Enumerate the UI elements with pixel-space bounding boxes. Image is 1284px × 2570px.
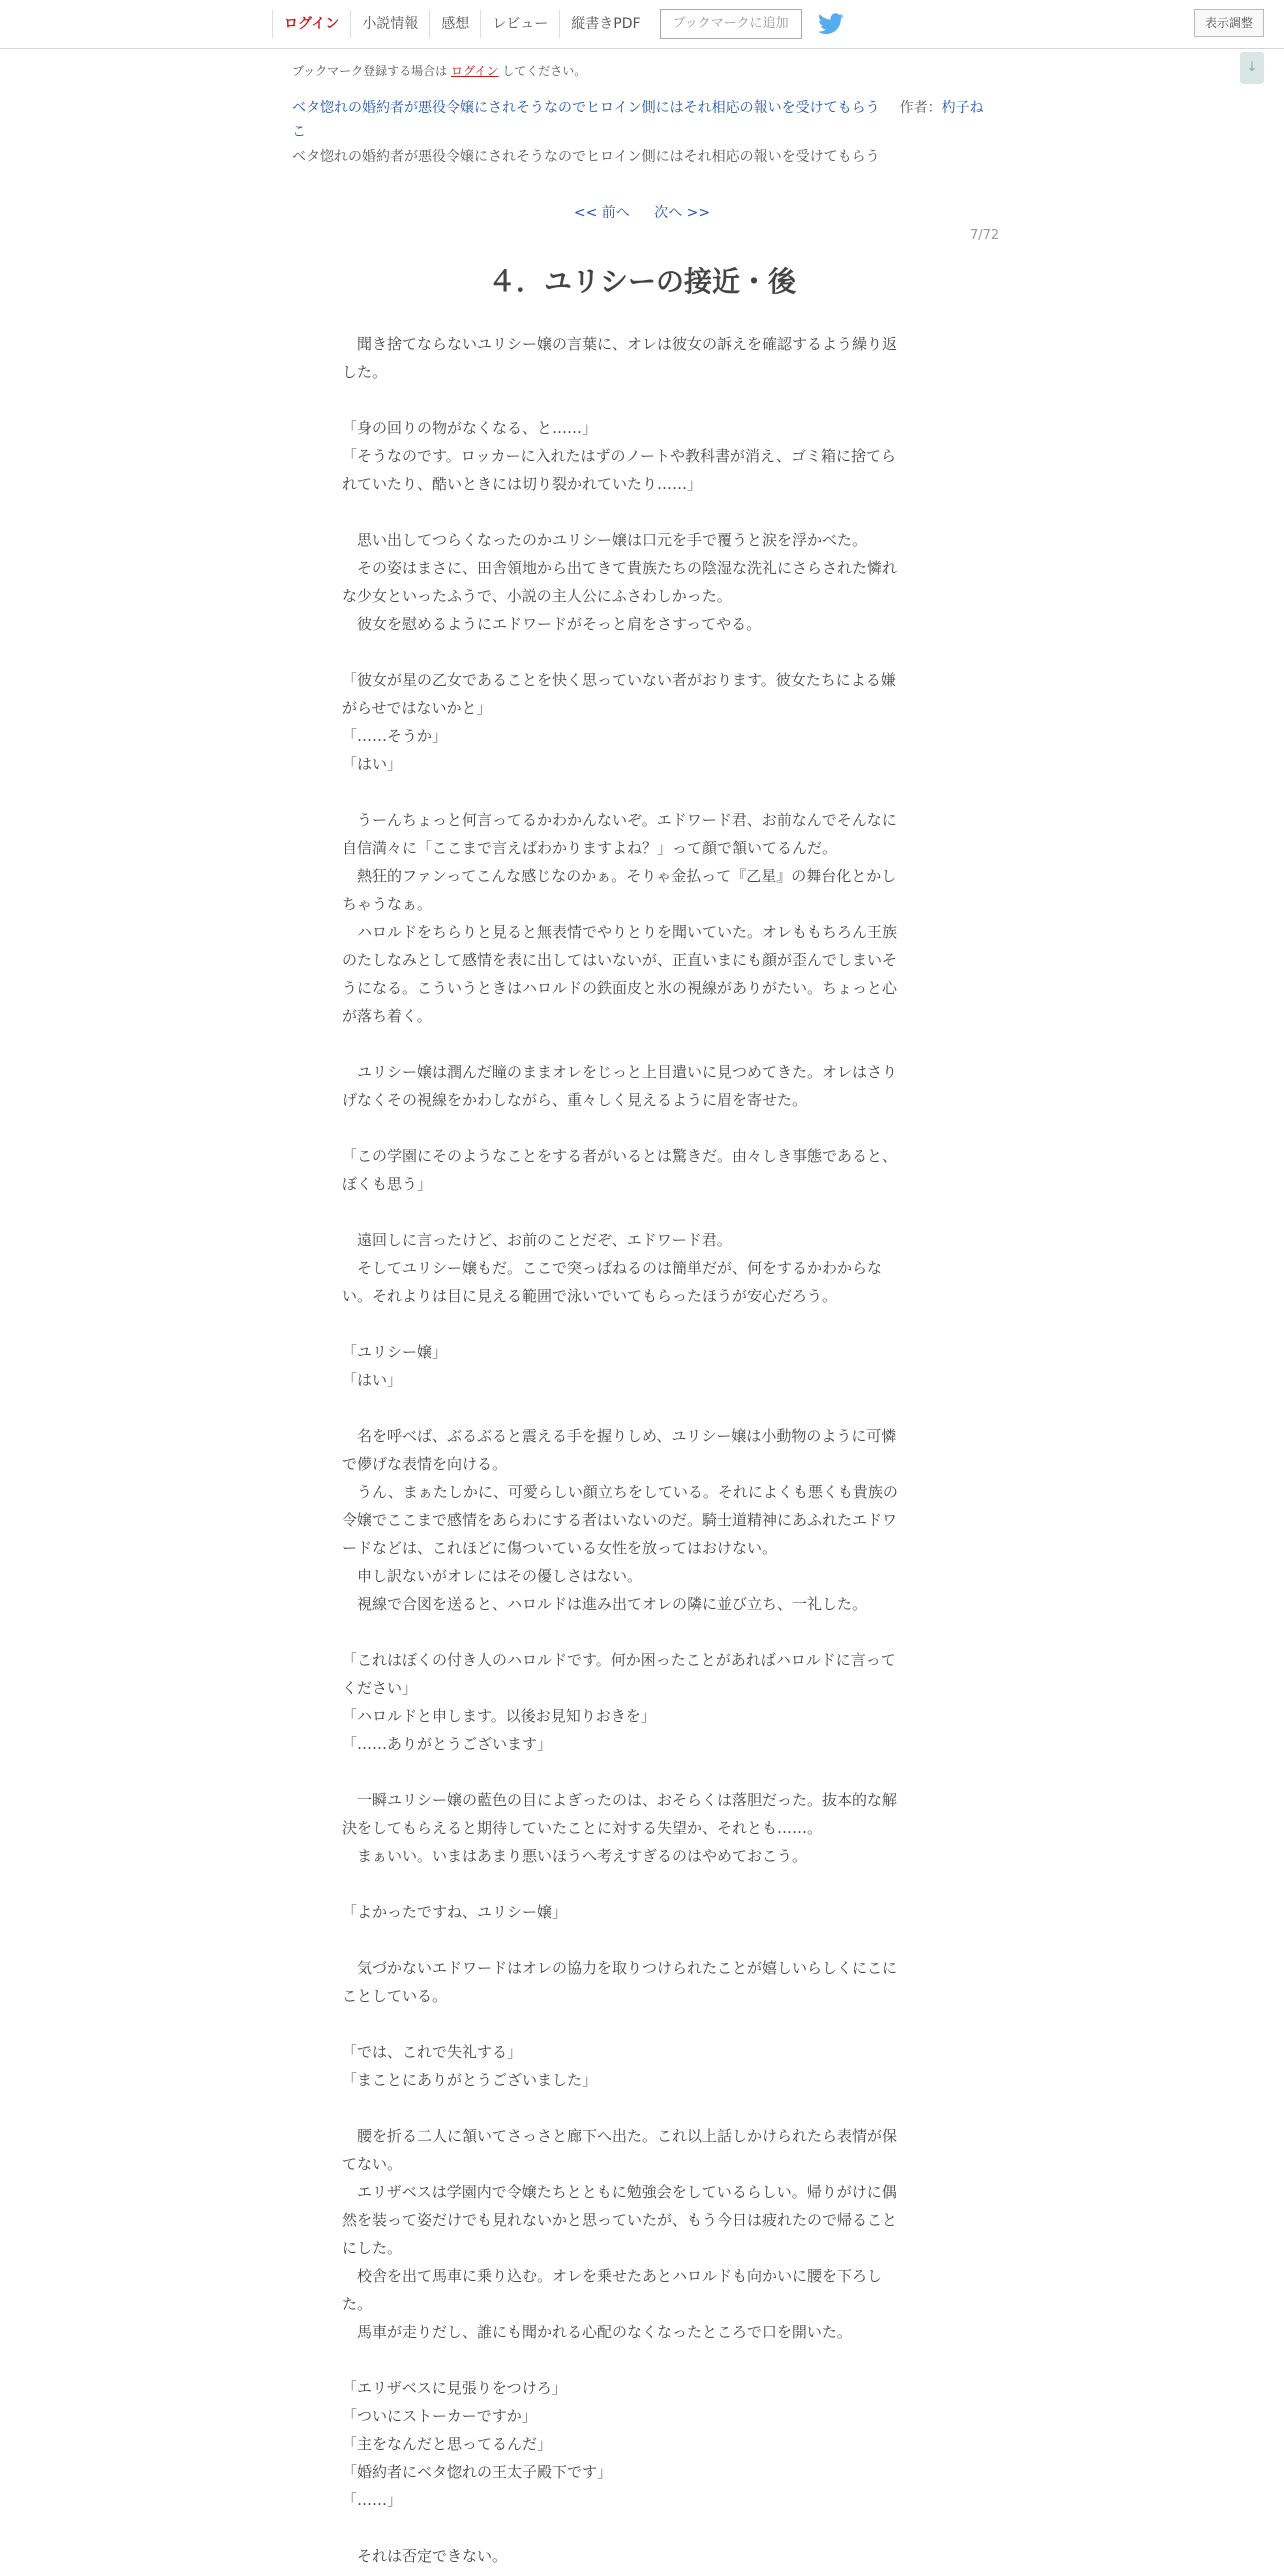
body-line: 申し訳ないがオレにはその優しさはない。 xyxy=(342,1567,643,1585)
body-line: 彼女を慰めるようにエドワードがそっと肩をさすってやる。 xyxy=(342,615,762,633)
body-line: 「……そうか」 xyxy=(342,727,448,745)
bookmark-login-note xyxy=(292,62,586,79)
blank-line xyxy=(342,1310,936,1338)
nav-review-link[interactable]: レビュー xyxy=(480,10,559,38)
series-title-link[interactable]: ベタ惚れの婚約者が悪役令嬢にされそうなのでヒロイン側にはそれ相応の報いを受けてもらう xyxy=(292,100,880,116)
series-subtitle: ベタ惚れの婚約者が悪役令嬢にされそうなのでヒロイン側にはそれ相応の報いを受けてもらう xyxy=(292,149,880,165)
body-line: 「……ありがとうございます」 xyxy=(342,1735,553,1753)
body-line: 校舎を出て馬車に乗り込む。オレを乗せたあとハロルドも向かいに腰を下ろし xyxy=(342,2267,883,2285)
body-line: 熱狂的ファンってこんな感じなのかぁ。そりゃ金払って『乙星』の舞台化とかし xyxy=(342,867,897,885)
blank-line xyxy=(342,1870,936,1898)
body-line: 決をしてもらえると期待していたことに対する失望か、それとも……。 xyxy=(342,1819,823,1837)
bookmark-note-login-link[interactable]: ログイン xyxy=(451,64,499,78)
chapter-page-count: 7/72 xyxy=(970,228,1000,243)
body-line: 「ついにストーカーですか」 xyxy=(342,2407,537,2425)
body-line: げなくその視線をかわしながら、重々しく見えるように眉を寄せた。 xyxy=(342,1091,808,1109)
body-line: 「よかったですね、ユリシー嬢」 xyxy=(342,1903,568,1921)
body-line: エリザベスは学園内で令嬢たちとともに勉強会をしているらしい。帰りがけに偶 xyxy=(342,2183,897,2201)
body-line: ユリシー嬢は潤んだ瞳のままオレをじっと上目遣いに見つめてきた。オレはさり xyxy=(342,1063,898,1081)
body-line: な少女といったふうで、小説の主人公にふさわしかった。 xyxy=(342,587,732,605)
blank-line xyxy=(342,1030,936,1058)
blank-line xyxy=(342,1758,936,1786)
main-nav xyxy=(272,10,846,38)
body-line: 聞き捨てならないユリシー嬢の言葉に、オレは彼女の訴えを確認するよう繰り返 xyxy=(342,335,898,353)
body-line: がらせではないかと」 xyxy=(342,699,492,717)
chapter-pager xyxy=(0,202,1284,222)
body-line: した。 xyxy=(342,363,388,381)
body-line: 「はい」 xyxy=(342,1371,403,1389)
body-line: ぼくも思う」 xyxy=(342,1175,433,1193)
body-line: うになる。こういうときはハロルドの鉄面皮と氷の視線がありがたい。ちょっと心 xyxy=(342,979,898,997)
blank-line xyxy=(342,1618,936,1646)
body-line: で儚げな表情を向ける。 xyxy=(342,1455,508,1473)
series-title-row xyxy=(292,96,992,144)
body-line: 「ハロルドと申します。以後お見知りおきを」 xyxy=(342,1707,656,1725)
body-line: れていたり、酷いときには切り裂かれていたり……」 xyxy=(342,475,703,493)
chapter-title: ４．ユリシーの接近・後 xyxy=(487,265,796,298)
body-line: 気づかないエドワードはオレの協力を取りつけられたことが嬉しいらしくにこに xyxy=(342,1959,898,1977)
top-navigation-bar xyxy=(0,0,1284,49)
add-bookmark-button[interactable]: ブックマークに追加 xyxy=(660,9,802,39)
nav-vertical-pdf-link[interactable]: 縦書きPDF xyxy=(559,10,651,38)
display-settings-button[interactable]: 表示調整 xyxy=(1194,9,1264,37)
author-link[interactable]: 杓子ねこ xyxy=(292,100,984,140)
body-line: その姿はまさに、田舎領地から出てきて貴族たちの陰湿な洗礼にさらされた憐れ xyxy=(342,559,898,577)
next-chapter-link[interactable]: 次へ >> xyxy=(654,205,711,221)
blank-line xyxy=(342,1198,936,1226)
scroll-down-icon[interactable]: ↓ xyxy=(1240,52,1264,84)
body-line: 「主をなんだと思ってるんだ」 xyxy=(342,2435,553,2453)
body-line: 名を呼べば、ぶるぶると震える手を握りしめ、ユリシー嬢は小動物のように可憐 xyxy=(342,1427,897,1445)
body-line: 「……」 xyxy=(342,2491,403,2509)
body-line: 然を装って姿だけでも見れないかと思っていたが、もう今日は疲れたので帰ること xyxy=(342,2211,898,2229)
body-line: うん、まぁたしかに、可愛らしい顔立ちをしている。それによくも悪くも貴族の xyxy=(342,1483,898,1501)
author-label: 作者： xyxy=(899,100,942,116)
body-line: ハロルドをちらりと見ると無表情でやりとりを聞いていた。オレももちろん王族 xyxy=(342,923,898,941)
body-line: そしてユリシー嬢もだ。ここで突っぱねるのは簡単だが、何をするかわからな xyxy=(342,1259,883,1277)
blank-line xyxy=(342,2094,936,2122)
blank-line xyxy=(342,2346,936,2374)
body-line: 馬車が走りだし、誰にも聞かれる心配のなくなったところで口を開いた。 xyxy=(342,2323,852,2341)
blank-line xyxy=(342,1926,936,1954)
blank-line xyxy=(342,778,936,806)
nav-impressions-link[interactable]: 感想 xyxy=(429,10,480,38)
body-line: 自信満々に「ここまで言えばわかりますよね？」って顔で頷いてるんだ。 xyxy=(342,839,838,857)
body-line: 「彼女が星の乙女であることを快く思っていない者がおります。彼女たちによる嫌 xyxy=(342,671,896,689)
body-line: それは否定できない。 xyxy=(342,2547,508,2565)
blank-line xyxy=(342,2010,936,2038)
body-line: 「エリザベスに見張りをつけろ」 xyxy=(342,2379,567,2397)
blank-line xyxy=(342,386,936,414)
body-line: 視線で合図を送ると、ハロルドは進み出てオレの隣に並び立ち、一礼した。 xyxy=(342,1595,868,1613)
twitter-share-icon[interactable] xyxy=(818,12,846,36)
body-line: が落ち着く。 xyxy=(342,1007,432,1025)
blank-line xyxy=(342,498,936,526)
body-line: 「はい」 xyxy=(342,755,403,773)
body-line: 腰を折る二人に頷いてさっさと廊下へ出た。これ以上話しかけられたら表情が保 xyxy=(342,2127,898,2145)
body-line: 令嬢でここまで感情をあらわにする者はいないのだ。騎士道精神にあふれたエドワ xyxy=(342,1511,898,1529)
body-line: ードなどは、これほどに傷ついている女性を放ってはおけない。 xyxy=(342,1539,778,1557)
prev-chapter-link[interactable]: << 前へ xyxy=(573,205,630,221)
body-line: まぁいい。いまはあまり悪いほうへ考えすぎるのはやめておこう。 xyxy=(342,1847,808,1865)
body-line: 「そうなのです。ロッカーに入れたはずのノートや教科書が消え、ゴミ箱に捨てら xyxy=(342,447,896,465)
body-line: ください」 xyxy=(342,1679,418,1697)
blank-line xyxy=(342,638,936,666)
body-line: 遠回しに言ったけど、お前のことだぞ、エドワード君。 xyxy=(342,1231,732,1249)
body-line: にした。 xyxy=(342,2239,403,2257)
body-line: 「婚約者にベタ惚れの王太子殿下です」 xyxy=(342,2463,613,2481)
body-line: 思い出してつらくなったのかユリシー嬢は口元を手で覆うと涙を浮かべた。 xyxy=(342,531,868,549)
body-line: た。 xyxy=(342,2295,373,2313)
body-line: 「まことにありがとうございました」 xyxy=(342,2071,598,2089)
body-line: 「この学園にそのようなことをする者がいるとは驚きだ。由々しき事態であると、 xyxy=(342,1147,898,1165)
body-line: 一瞬ユリシー嬢の藍色の目によぎったのは、おそらくは落胆だった。抜本的な解 xyxy=(342,1791,898,1809)
body-line: ことしている。 xyxy=(342,1987,448,2005)
body-line: い。それよりは目に見える範囲で泳いでいてもらったほうが安心だろう。 xyxy=(342,1287,838,1305)
nav-novel-info-link[interactable]: 小説情報 xyxy=(350,10,429,38)
bookmark-note-suffix: してください。 xyxy=(502,64,587,78)
body-line: 「身の回りの物がなくなる、と……」 xyxy=(342,419,598,437)
body-line: のたしなみとして感情を表に出してはいないが、正直いまにも顔が歪んでしまいそ xyxy=(342,951,898,969)
nav-login-link[interactable]: ログイン xyxy=(272,10,350,38)
blank-line xyxy=(342,2514,936,2542)
chapter-body-text xyxy=(342,330,936,2570)
body-line: 「では、これで失礼する」 xyxy=(342,2043,523,2061)
blank-line xyxy=(342,1394,936,1422)
body-line: うーんちょっと何言ってるかわかんないぞ。エドワード君、お前なんでそんなに xyxy=(342,811,897,829)
body-line: 「ユリシー嬢」 xyxy=(342,1343,448,1361)
bookmark-note-prefix: ブックマーク登録する場合は xyxy=(292,64,448,78)
body-line: 「これはぼくの付き人のハロルドです。何か困ったことがあればハロルドに言って xyxy=(342,1651,896,1669)
blank-line xyxy=(342,1114,936,1142)
body-line: てない。 xyxy=(342,2155,403,2173)
body-line: ちゃうなぁ。 xyxy=(342,895,433,913)
